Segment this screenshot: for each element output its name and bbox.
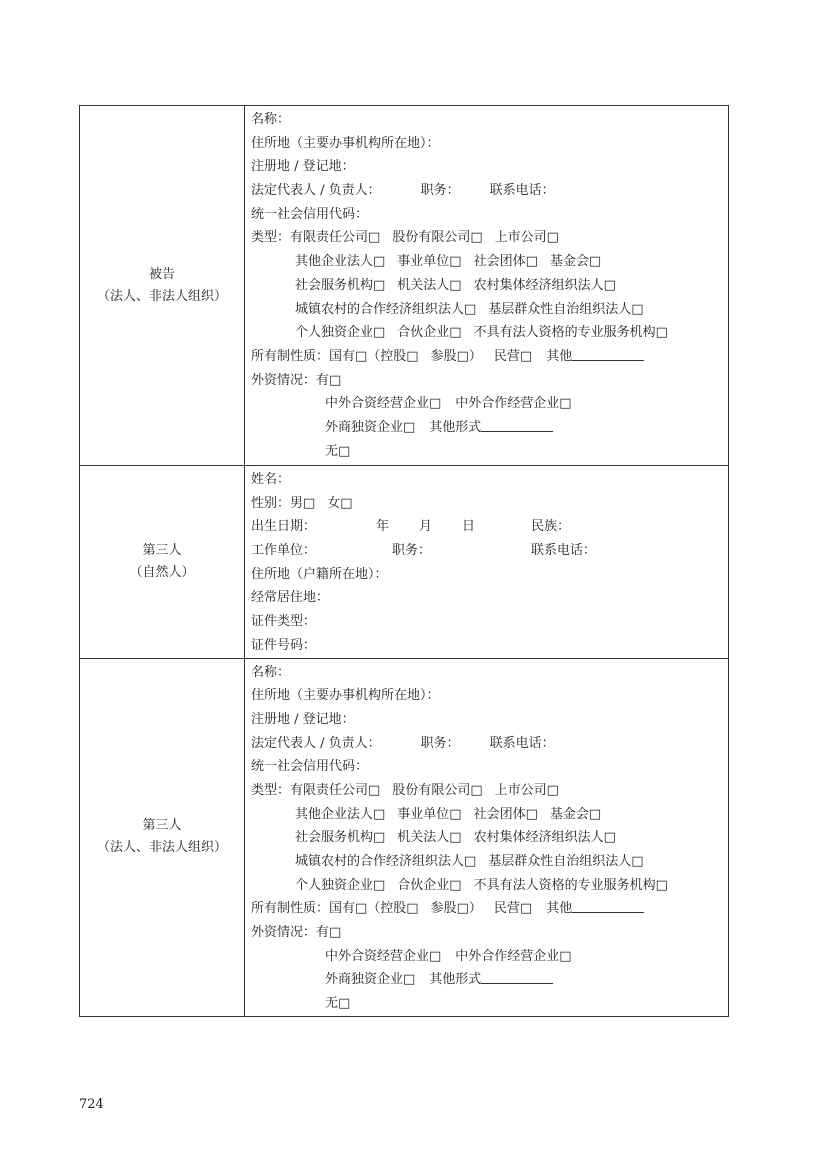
third-org-type-option[interactable]: 股份有限公司□ [392, 782, 483, 798]
page-number: 724 [79, 1097, 104, 1112]
third-org-foreign-other: 其他形式 [429, 972, 482, 988]
defendant-foreign-option[interactable]: 中外合资经营企业□ [325, 396, 442, 412]
third-org-address-field: 住所地（主要办事机构所在地）： [251, 688, 440, 704]
defendant-type-option[interactable]: 基层群众性自治组织法人□ [488, 301, 644, 317]
third-org-type-option[interactable]: 农村集体经济组织法人□ [473, 830, 616, 846]
third-org-rep-field: 法定代表人 / 负责人： [251, 735, 381, 751]
defendant-type-line-5 [251, 321, 728, 345]
third-person-name-field: 姓名： [251, 472, 291, 487]
third-org-type-option[interactable]: 事业单位□ [397, 806, 462, 822]
defendant-rep-field: 法定代表人 / 负责人： [251, 183, 381, 199]
defendant-type-label: 类型： [251, 230, 291, 246]
third-person-birth-day: 日 [462, 519, 476, 535]
defendant-credit-code-field: 统一社会信用代码： [251, 206, 369, 222]
third-org-type-option[interactable]: 基层群众性自治组织法人□ [488, 854, 644, 869]
third-person-gender-line [251, 492, 728, 516]
third-org-type-option[interactable]: 城镇农村的合作经济组织法人□ [295, 854, 477, 869]
defendant-type-option[interactable]: 事业单位□ [397, 254, 462, 270]
third-person-position-field: 职务： [392, 543, 432, 559]
third-org-foreign-option[interactable]: 外商独资企业□ [325, 972, 416, 988]
third-org-registration-field: 注册地 / 登记地： [251, 711, 355, 727]
defendant-position-field: 职务： [420, 183, 460, 199]
defendant-type-option[interactable]: 不具有法人资格的专业服务机构□ [473, 325, 668, 341]
third-org-foreign-line-2 [251, 968, 728, 992]
defendant-ownership-other: 其他 [546, 348, 573, 364]
third-org-type-option[interactable]: 社会团体□ [473, 806, 538, 822]
third-person-content [245, 466, 729, 659]
third-org-ownership-option[interactable]: 民营□ [493, 901, 533, 917]
third-person-birth-field: 出生日期： [251, 519, 317, 535]
third-org-type-option[interactable]: 基金会□ [549, 806, 602, 822]
defendant-type-option[interactable]: 社会服务机构□ [295, 277, 386, 293]
defendant-rep-line [251, 179, 728, 203]
defendant-address-field: 住所地（主要办事机构所在地）： [251, 135, 440, 151]
third-org-ownership-option[interactable]: 国有□（控股□ [329, 901, 419, 917]
third-person-birth-month: 月 [419, 519, 433, 535]
third-org-content [245, 658, 729, 1016]
third-person-gender-male[interactable]: 性别：男□ [251, 495, 316, 511]
third-org-foreign-line-1 [251, 945, 728, 969]
third-org-type-option[interactable]: 上市公司□ [494, 782, 559, 798]
defendant-type-option[interactable]: 有限责任公司□ [290, 230, 381, 246]
third-org-type-option[interactable]: 合伙企业□ [397, 877, 462, 893]
defendant-org-sublabel: （法人、非法人组织） [96, 288, 227, 304]
third-org-ownership-label: 所有制性质： [251, 901, 330, 917]
third-org-ownership-other-blank[interactable] [572, 900, 644, 913]
defendant-type-option[interactable]: 合伙企业□ [397, 325, 462, 341]
third-org-foreign-none[interactable]: 无□ [325, 996, 351, 1012]
third-person-gender-female[interactable]: 女□ [327, 495, 353, 511]
defendant-foreign-label[interactable]: 外资情况：有□ [251, 372, 342, 388]
defendant-org-label: 被告 [148, 266, 175, 282]
defendant-ownership-other-blank[interactable] [572, 348, 644, 361]
third-org-type-option[interactable]: 机关法人□ [397, 830, 462, 846]
third-org-foreign-option[interactable]: 中外合作经营企业□ [455, 948, 572, 964]
defendant-ownership-line [251, 345, 728, 369]
third-org-label: 第三人 [142, 818, 182, 834]
defendant-name-field: 名称： [251, 112, 291, 127]
third-org-foreign-other-blank[interactable] [481, 971, 553, 984]
defendant-foreign-none[interactable]: 无□ [325, 443, 351, 459]
defendant-type-option[interactable]: 城镇农村的合作经济组织法人□ [295, 301, 477, 317]
third-person-employer-line [251, 539, 728, 563]
defendant-type-option[interactable]: 股份有限公司□ [392, 230, 483, 246]
defendant-ownership-option[interactable]: 民营□ [493, 348, 533, 364]
third-org-type-line-1 [251, 779, 728, 803]
third-org-ownership-option[interactable]: 参股□） [430, 901, 482, 917]
third-org-foreign-label[interactable]: 外资情况：有□ [251, 925, 342, 941]
defendant-foreign-option[interactable]: 中外合作经营企业□ [455, 396, 572, 412]
defendant-foreign-other: 其他形式 [429, 419, 482, 435]
third-person-sublabel: （自然人） [129, 564, 195, 580]
third-org-sublabel: （法人、非法人组织） [96, 840, 227, 856]
third-person-habitual-field: 经常居住地： [251, 590, 330, 606]
third-person-phone-field: 联系电话： [531, 543, 597, 559]
third-org-type-line-2 [251, 803, 728, 827]
defendant-type-option[interactable]: 基金会□ [549, 254, 602, 270]
third-person-employer-field: 工作单位： [251, 543, 317, 559]
defendant-foreign-other-blank[interactable] [481, 419, 553, 432]
third-org-ownership-other: 其他 [546, 901, 573, 917]
third-org-row [80, 658, 729, 1016]
third-person-label-cell [80, 466, 245, 659]
third-org-type-label: 类型： [251, 782, 291, 798]
third-org-type-line-5 [251, 874, 728, 898]
third-org-credit-code-field: 统一社会信用代码： [251, 759, 369, 775]
third-person-birth-year: 年 [376, 519, 390, 535]
party-info-table [79, 105, 729, 1017]
defendant-phone-field: 联系电话： [489, 183, 555, 199]
defendant-type-line-4 [251, 298, 728, 322]
defendant-foreign-line-2 [251, 416, 728, 440]
third-org-phone-field: 联系电话： [489, 735, 555, 751]
third-org-name-field: 名称： [251, 664, 291, 680]
third-org-ownership-line [251, 897, 728, 921]
third-org-type-option[interactable]: 其他企业法人□ [295, 806, 386, 822]
third-person-id-type-field: 证件类型： [251, 614, 317, 630]
third-org-type-option[interactable]: 不具有法人资格的专业服务机构□ [473, 877, 668, 893]
defendant-ownership-option[interactable]: 国有□（控股□ [329, 348, 419, 364]
third-org-type-option[interactable]: 个人独资企业□ [295, 877, 386, 893]
defendant-org-row [80, 106, 729, 466]
defendant-type-line-2 [251, 250, 728, 274]
defendant-foreign-line-1 [251, 392, 728, 416]
defendant-ownership-label: 所有制性质： [251, 348, 330, 364]
defendant-registration-field: 注册地 / 登记地： [251, 159, 355, 175]
third-org-position-field: 职务： [420, 735, 460, 751]
defendant-type-option[interactable]: 上市公司□ [494, 230, 559, 246]
defendant-org-content [245, 106, 729, 466]
defendant-org-label-cell [80, 106, 245, 466]
third-org-type-line-4 [251, 850, 728, 874]
third-person-row [80, 466, 729, 659]
third-person-birth-line [251, 515, 728, 539]
third-person-ethnicity-field: 民族： [531, 519, 571, 535]
third-org-type-option[interactable]: 社会服务机构□ [295, 830, 386, 846]
defendant-type-option[interactable]: 机关法人□ [397, 277, 462, 293]
defendant-type-option[interactable]: 其他企业法人□ [295, 254, 386, 270]
defendant-type-line-1 [251, 226, 728, 250]
third-org-label-cell [80, 658, 245, 1016]
third-person-residence-field: 住所地（户籍所在地）： [251, 566, 388, 582]
third-org-rep-line [251, 732, 728, 756]
defendant-type-option[interactable]: 个人独资企业□ [295, 325, 386, 341]
defendant-ownership-option[interactable]: 参股□） [430, 348, 482, 364]
third-org-type-option[interactable]: 有限责任公司□ [290, 782, 381, 798]
third-org-foreign-option[interactable]: 中外合资经营企业□ [325, 948, 442, 964]
defendant-type-option[interactable]: 社会团体□ [473, 254, 538, 270]
defendant-type-line-3 [251, 274, 728, 298]
third-person-id-number-field: 证件号码： [251, 637, 317, 653]
defendant-foreign-option[interactable]: 外商独资企业□ [325, 419, 416, 435]
third-person-label: 第三人 [142, 542, 182, 558]
third-org-type-line-3 [251, 826, 728, 850]
defendant-type-option[interactable]: 农村集体经济组织法人□ [473, 277, 616, 293]
